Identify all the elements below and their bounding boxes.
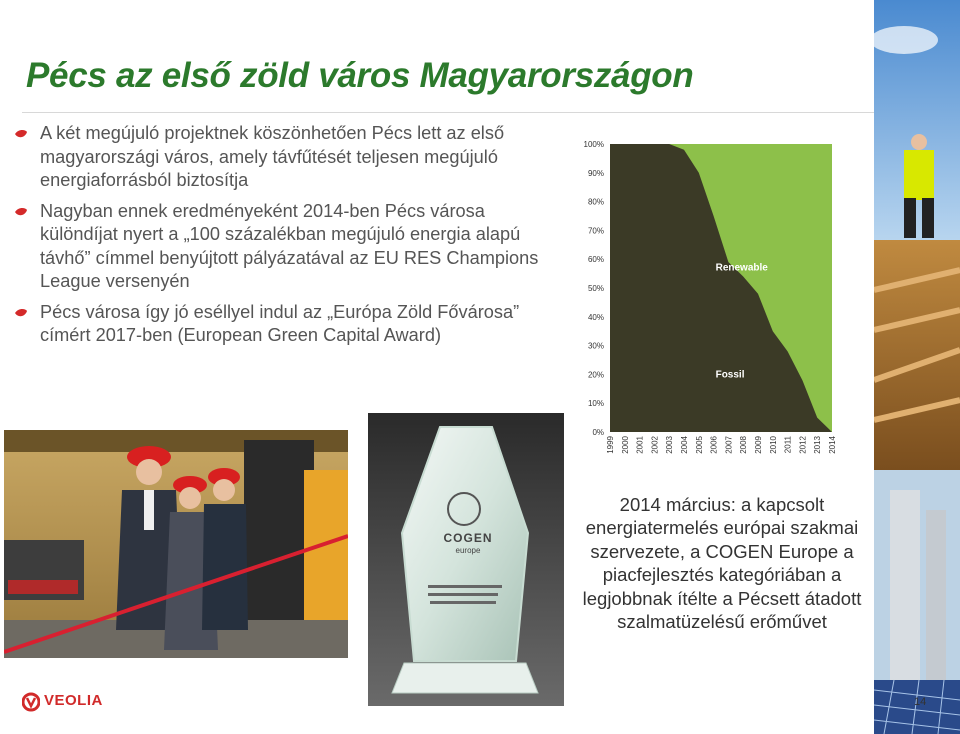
slide-title: Pécs az első zöld város Magyarországon [26,56,694,95]
bullet-icon [14,207,28,217]
bullet-icon [14,129,28,139]
bullet-list [14,122,554,355]
x-tick-label: 2008 [739,436,749,454]
y-tick-label: 20% [587,370,604,380]
veolia-logo-icon [22,692,40,712]
x-tick-label: 2002 [650,436,660,454]
trophy-photo [368,413,564,706]
x-tick-label: 2004 [680,436,689,454]
bullet-item-3 [14,301,554,348]
x-tick-label: 2013 [813,436,823,454]
bullet-text: Nagyban ennek eredményeként 2014-ben Pécs városa különdíjat nyert a „100 százalékban megújuló energia alapú távhő” címmel benyújtott pályázatával az EU RES Champions League versenyén [40,200,539,291]
trophy-logo-subtext: europe [455,546,481,555]
ribbon-cutting-photo [4,430,348,658]
x-tick-label: 2007 [724,436,734,454]
page-number: 14 [914,696,927,708]
veolia-logo-text: VEOLIA [44,692,103,709]
award-caption: 2014 március: a kapcsolt energiatermelés európai szakmai szervezete, a COGEN Europe a piacfejlesztés kategóriában a legjobbnak ítélte a Pécsett átadott szalmatüzelésű erőművet [582,494,862,633]
x-tick-label: 2006 [709,436,719,454]
x-tick-label: 2009 [754,436,763,454]
y-tick-label: 30% [587,341,604,351]
x-tick-label: 2003 [665,436,675,454]
y-tick-label: 80% [587,197,604,207]
x-tick-label: 1999 [606,436,615,454]
bullet-item-2 [14,200,554,294]
x-tick-label: 2012 [798,436,808,454]
x-tick-label: 2011 [783,436,793,454]
x-tick-label: 2005 [694,436,704,454]
y-tick-label: 100% [583,140,604,149]
renewable-vs-fossil-chart [568,132,846,462]
y-tick-label: 50% [587,284,604,293]
y-tick-label: 10% [587,399,604,409]
bullet-text: A két megújuló projektnek köszönhetően Pécs lett az első magyarországi város, amely távfűtését teljesen megújuló energiaforrásból biztosítja [40,123,505,190]
y-tick-label: 40% [587,312,604,322]
veolia-logo [22,692,102,714]
series-label-fossil: Fossil [715,369,745,381]
bullet-icon [14,308,28,318]
y-tick-label: 90% [587,168,604,178]
series-label-renewable: Renewable [715,262,768,274]
x-tick-label: 2014 [828,436,837,454]
x-tick-label: 2001 [635,436,645,454]
x-tick-label: 2000 [620,436,630,454]
side-photo-strip [874,0,960,734]
trophy-logo-text: COGEN [443,531,493,545]
bullet-item-1 [14,122,554,193]
y-tick-label: 0% [592,428,604,437]
y-tick-label: 70% [587,226,604,236]
bullet-text: Pécs városa így jó eséllyel indul az „Európa Zöld Fővárosa” címért 2017-ben (European Green Capital Award) [40,301,520,345]
x-tick-label: 2010 [768,436,778,454]
title-divider [22,112,886,113]
y-tick-label: 60% [587,255,604,265]
